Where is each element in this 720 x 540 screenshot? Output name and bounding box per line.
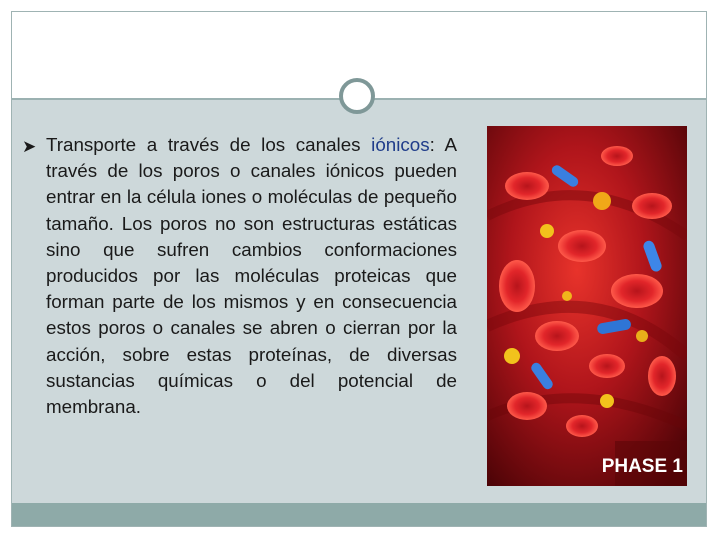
arrow-bullet-icon: ➤ bbox=[22, 137, 37, 157]
bullet-lead: Transporte a través de los canales bbox=[46, 134, 361, 155]
bullet-text bbox=[46, 132, 457, 420]
blood-cells-image bbox=[487, 126, 687, 486]
footer-bar bbox=[12, 503, 706, 526]
bullet-body: : A través de los poros o canales iónicos pueden entrar en la célula iones o moléculas de pequeño tamaño. Los poros no son estructuras estáticas sino que sufren cambios conformaciones producidos por las moléculas proteicas que forman parte de los mismos y en consecuencia estos poros o canales se abren o cierran por la acción, sobre estas proteínas, de diversas sustancias químicas o del potencial de membrana. bbox=[46, 134, 457, 418]
title-divider-circle-icon bbox=[339, 78, 375, 114]
bullet-term: iónicos bbox=[371, 134, 430, 155]
image-label: PHASE 1 bbox=[601, 456, 683, 477]
